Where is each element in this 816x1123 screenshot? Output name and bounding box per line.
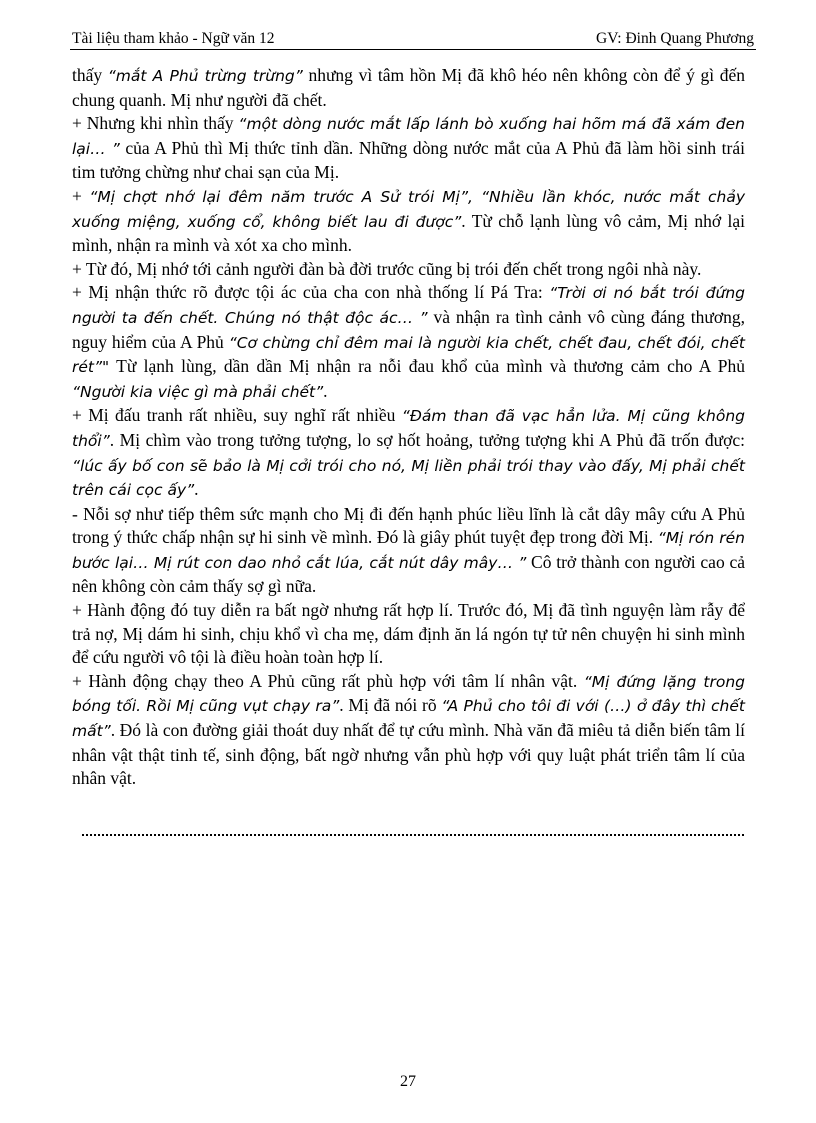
header-document-title: Tài liệu tham khảo - Ngữ văn 12 — [72, 30, 275, 47]
paragraph — [72, 258, 745, 282]
quotation-text: “Trời ơi nó bắt trói đứng người ta đến chết. Chúng nó thật độc ác… ” — [72, 284, 746, 327]
body-text: nhưng vì tâm hồn Mị đã khô héo nên không còn để ý gì đến chung quanh. Mị như người đã chết. — [72, 65, 745, 110]
document-body — [72, 64, 745, 791]
body-text: + Từ đó, Mị nhớ tới cảnh người đàn bà đời trước cũng bị trói đến chết trong ngôi nhà này. — [72, 258, 702, 279]
quotation-text: “Cơ chừng chỉ đêm mai là người kia chết, chết đau, chết đói, chết rét”" — [72, 333, 745, 377]
body-text: Từ lạnh lùng, dần dần Mị nhận ra nỗi đau khổ của mình và thương cảm cho A Phủ — [109, 356, 745, 377]
quotation-text: “mắt A Phủ trừng trừng” — [107, 67, 303, 85]
quotation-text: “một dòng nước mắt lấp lánh bò xuống hai hõm má đã xám đen lại… ” — [72, 115, 745, 158]
header-teacher-name: GV: Đinh Quang Phương — [596, 30, 754, 47]
paragraph — [72, 404, 745, 502]
paragraph — [72, 599, 745, 670]
body-text: . Đó là con đường giải thoát duy nhất để tự cứu mình. Nhà văn đã miêu tả diễn biến tâm lí nhân vật thật tinh tế, sinh động, bất ngờ nhưng vẫn phù hợp với quy luật phát triển tâm lí của nhân vật. — [72, 720, 745, 789]
paragraph — [72, 185, 745, 258]
quotation-text: “Người kia việc gì mà phải chết” — [72, 382, 324, 401]
paragraph — [72, 112, 745, 185]
body-text: + Hành động chạy theo A Phủ cũng rất phù hợp với tâm lí nhân vật. — [72, 670, 584, 691]
body-text: - Nỗi sợ như tiếp thêm sức mạnh cho Mị đi đến hạnh phúc liều lĩnh là cắt dây mây cứu A Phủ trong ý thức chấp nhận sự hi sinh về mình. Đó là giây phút tuyệt đẹp trong đời Mị. — [72, 503, 745, 548]
body-text: + Hành động đó tuy diễn ra bất ngờ nhưng rất hợp lí. Trước đó, Mị đã tình nguyện làm rẫy để trả nợ, Mị dám hi sinh, chịu khổ vì cha mẹ, dám định ăn lá ngón tự tử nên chuyện hi sinh mình để cứu người vô tội là điều hoàn toàn hợp lí. — [72, 600, 745, 668]
paragraph — [72, 503, 745, 599]
body-text: . Mị chìm vào trong tưởng tượng, lo sợ hốt hoảng, tưởng tượng khi A Phủ đã trốn được: — [109, 429, 745, 450]
body-text: . — [323, 380, 328, 401]
body-text: và nhận ra tình cảnh vô cùng đáng thương, nguy hiểm của A Phủ — [72, 306, 745, 352]
page-header — [70, 27, 756, 50]
paragraph — [72, 670, 745, 791]
body-text: . — [194, 479, 199, 500]
body-text: + Mị nhận thức rõ được tội ác của cha con nhà thống lí Pá Tra: — [72, 282, 550, 303]
quotation-text: “Mị rón rén bước lại… Mị rút con dao nhỏ cắt lúa, cắt nút dây mây… ” — [72, 529, 745, 572]
quotation-text: “Đám than đã vạc hẳn lửa. Mị cũng không thổi” — [72, 407, 745, 450]
body-text: + — [72, 185, 90, 206]
body-text: + Nhưng khi nhìn thấy — [72, 113, 239, 134]
paragraph — [72, 64, 745, 112]
dotted-separator — [82, 820, 744, 836]
quotation-text: “lúc ấy bố con sẽ bảo là Mị cởi trói cho nó, Mị liền phải trói thay vào đấy, Mị phải chết trên cái cọc ấy” — [72, 456, 745, 500]
quotation-text: “A Phủ cho tôi đi với (…) ở đây thì chết mất” — [72, 697, 745, 741]
body-text: Cô trở thành con người cao cả nên không còn cảm thấy sợ gì nữa. — [72, 551, 745, 597]
body-text: của A Phủ thì Mị thức tỉnh dần. Những dòng nước mắt của A Phủ đã làm hồi sinh trái tim tưởng chừng như chai sạn của Mị. — [72, 137, 745, 183]
page-number: 27 — [400, 1073, 416, 1090]
body-text: . Từ chỗ lạnh lùng vô cảm, Mị nhớ lại mình, nhận ra mình và xót xa cho mình. — [72, 210, 746, 256]
paragraph — [72, 281, 745, 404]
quotation-text: “Mị đứng lặng trong bóng tối. Rồi Mị cũng vụt chạy ra” — [72, 672, 745, 716]
body-text: thấy — [72, 65, 108, 85]
quotation-text: “Mị chợt nhớ lại đêm năm trước A Sử trói Mị”, “Nhiều lần khóc, nước mắt chảy xuống miệng, xuống cổ, không biết lau đi được” — [72, 187, 745, 231]
body-text: . Mị đã nói rõ — [339, 695, 442, 716]
body-text: + Mị đấu tranh rất nhiều, suy nghĩ rất nhiều — [72, 405, 402, 426]
